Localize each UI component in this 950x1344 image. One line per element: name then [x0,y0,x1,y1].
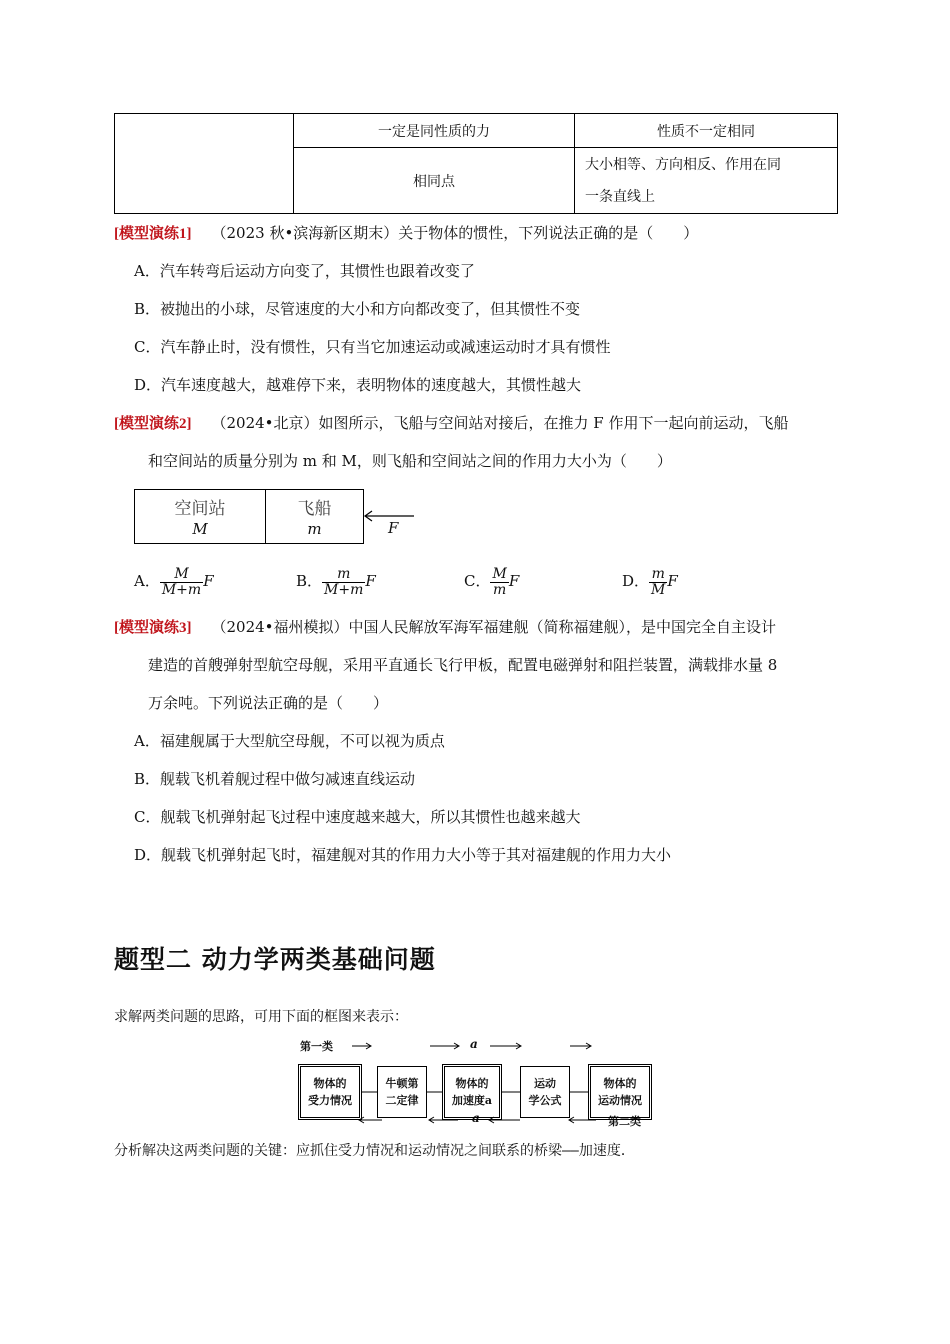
section-conclusion: 分析解决这两类问题的关键：应抓住受力情况和运动情况之间联系的桥梁——加速度． [114,1143,635,1159]
q3-tag: [模型演练3] [114,620,192,636]
flow-box-line: 受力情况 [308,1094,352,1107]
q2-text: （2024•北京）如图所示，飞船与空间站对接后，在推力 F 作用下一起向前运动，飞船 [211,414,789,432]
q3-stem-line2: 建造的首艘弹射型航空母舰，采用平直通长飞行甲板，配置电磁弹射和阻拦装置，满载排水量 8 [148,656,778,674]
flow-first-type-label: 第一类 [300,1040,333,1053]
flow-box-line: 运动情况 [598,1094,642,1107]
flow-box-kinematics [520,1066,570,1118]
q2-stem-line2: 和空间站的质量分别为 m 和 M，则飞船和空间站之间的作用力大小为（ ） [148,452,672,470]
q3-stem-line1 [114,617,776,638]
q2-option-letter: A． [134,572,160,590]
flow-box-newton [377,1066,427,1118]
flow-box-line: 物体的 [455,1077,489,1090]
station-label: 空间站 [174,499,226,519]
flow-box-line: 物体的 [603,1077,637,1090]
flow-box-line: 牛顿第 [385,1077,419,1090]
force-symbol: F [508,572,520,590]
q2-option-d [622,563,678,599]
flow-box-motion [588,1064,652,1120]
fraction-numerator: M [492,565,507,582]
fraction-denominator: M+m [161,581,202,598]
q1-text: （2023 秋•滨海新区期末）关于物体的惯性，下列说法正确的是（ ） [211,224,699,242]
ship-label: 飞船 [297,499,332,519]
force-symbol: F [365,572,376,590]
q2-option-letter: D． [622,572,650,590]
q3-option-b: B．舰载飞机着舰过程中做匀减速直线运动 [134,770,416,788]
q3-option-c: C．舰载飞机弹射起飞过程中速度越来越大，所以其惯性也越来越大 [134,808,581,826]
flow-box-line: 运动 [534,1077,556,1090]
table-cell: 性质不一定相同 [575,114,838,148]
section-intro: 求解两类问题的思路，可用下面的框图来表示： [114,1009,408,1025]
table-cell-line: 大小相等、方向相反、作用在同 [585,156,781,173]
q3-option-a: A．福建舰属于大型航空母舰，不可以视为质点 [134,732,445,750]
fraction [160,567,203,598]
fraction [322,567,365,598]
flow-box-line: 物体的 [313,1077,347,1090]
q2-tag: [模型演练2] [114,416,192,432]
q2-option-letter: C． [464,572,491,590]
q2-stem-line1 [114,413,788,434]
spaceship-box [265,489,364,544]
flow-acceleration-label-bottom: a [472,1111,480,1125]
q1-option-c: C．汽车静止时，没有惯性，只有当它加速运动或减速运动时才具有惯性 [134,338,611,356]
flow-box-acceleration [442,1064,502,1120]
force-symbol: F [667,572,678,590]
fraction [649,567,667,598]
q2-option-a [134,563,214,599]
table-cell: 一定是同性质的力 [294,114,575,148]
q3-stem-line3: 万余吨。下列说法正确的是（ ） [148,694,389,712]
table-empty-cell [115,114,294,214]
table-cell: 相同点 [294,148,575,214]
force-label: F [388,519,399,537]
fraction-numerator: M [174,565,189,582]
fraction [490,567,508,598]
fraction-denominator: M [651,581,666,598]
flow-box-force [298,1064,362,1120]
q1-option-d: D．汽车速度越大，越难停下来，表明物体的速度越大，其惯性越大 [134,376,582,394]
flow-diagram [290,1036,660,1130]
q3-text: （2024•福州模拟）中国人民解放军海军福建舰（简称福建舰），是中国完全自主设计 [211,618,777,636]
station-mass: M [192,520,208,538]
comparison-table [114,113,838,214]
q2-option-letter: B． [296,572,323,590]
fraction-denominator: M+m [324,581,364,598]
space-station-box [134,489,266,544]
ship-mass: m [307,520,322,538]
flow-box-line: 学公式 [528,1094,562,1107]
section-heading: 题型二 动力学两类基础问题 [114,945,436,974]
q1-option-a: A．汽车转弯后运动方向变了，其惯性也跟着改变了 [134,262,475,280]
q3-option-d: D．舰载飞机弹射起飞时，福建舰对其的作用力大小等于其对福建舰的作用力大小 [134,846,672,864]
flow-box-line: 二定律 [385,1094,419,1107]
q1-tag: [模型演练1] [114,226,192,242]
table-cell-line: 一条直线上 [585,188,655,205]
q1-option-b: B．被抛出的小球，尽管速度的大小和方向都改变了，但其惯性不变 [134,300,581,318]
fraction-numerator: m [651,565,665,582]
flow-acceleration-label-top: a [470,1037,478,1051]
force-symbol: F [203,572,214,590]
q1-stem [114,223,698,244]
fraction-denominator: m [490,582,508,598]
table-cell [575,148,838,214]
flow-box-line: 加速度a [451,1094,493,1107]
q2-option-c [464,563,519,599]
q2-option-b [296,563,376,599]
fraction-numerator: m [337,565,351,582]
flow-second-type-label: 第二类 [608,1115,641,1128]
